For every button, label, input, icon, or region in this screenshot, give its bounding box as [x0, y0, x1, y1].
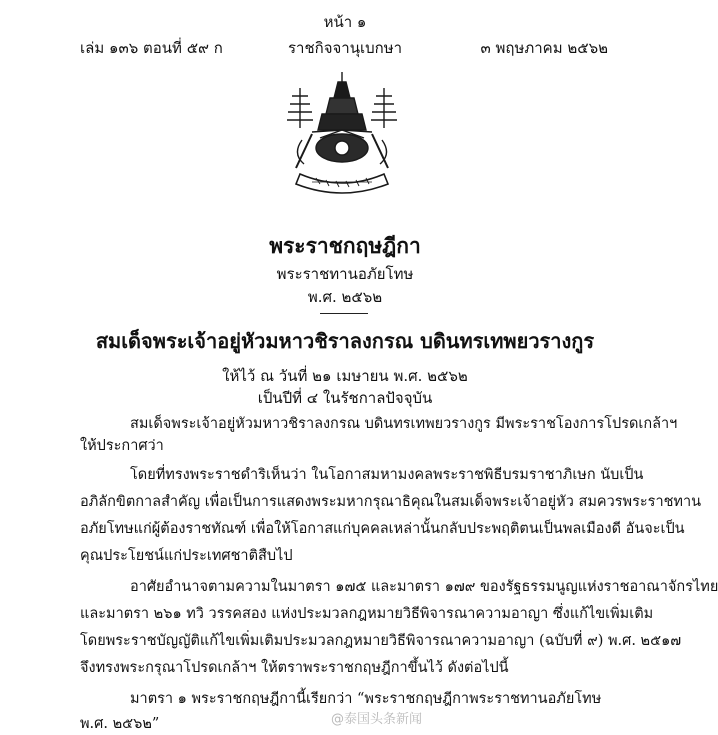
title-divider	[320, 313, 368, 314]
body-line: คุณประโยชน์แก่ประเทศชาติสืบไป	[80, 548, 293, 564]
watermark: @泰国头条新闻	[330, 712, 422, 727]
body-line: จึงทรงพระกรุณาโปรดเกล้าฯ ให้ตราพระราชกฤษฎีกาขึ้นไว้ ดังต่อไปนี้	[80, 660, 509, 676]
king-name: สมเด็จพระเจ้าอยู่หัวมหาวชิราลงกรณ บดินทรเทพยวรางกูร	[95, 329, 595, 353]
body-line: พ.ศ. ๒๕๖๒”	[80, 716, 160, 732]
decree-year: พ.ศ. ๒๕๖๒	[307, 288, 383, 306]
body-line: ให้ประกาศว่า	[80, 438, 164, 454]
garuda-royal-emblem-icon	[272, 68, 412, 208]
reign-year: เป็นปีที่ ๔ ในรัชกาลปัจจุบัน	[257, 389, 433, 407]
body-line: มาตรา ๑ พระราชกฤษฎีกานี้เรียกว่า “พระราชกฤษฎีกาพระราชทานอภัยโทษ	[130, 691, 602, 707]
body-line: อาศัยอำนาจตามความในมาตรา ๑๗๕ และมาตรา ๑๗๙ ของรัฐธรรมนูญแห่งราชอาณาจักรไทย	[130, 579, 718, 595]
page-number: หน้า ๑	[323, 13, 367, 31]
body-line: สมเด็จพระเจ้าอยู่หัวมหาวชิราลงกรณ บดินทรเทพยวรางกูร มีพระราชโองการโปรดเกล้าฯ	[130, 416, 678, 432]
decree-name: พระราชทานอภัยโทษ	[276, 265, 414, 283]
body-line: อภิลักขิตกาลสำคัญ เพื่อเป็นการแสดงพระมหากรุณาธิคุณในสมเด็จพระเจ้าอยู่หัว สมควรพระราชทาน	[80, 494, 702, 510]
decree-type: พระราชกฤษฎีกา	[269, 233, 421, 258]
gazette-date: ๓ พฤษภาคม ๒๕๖๒	[480, 39, 608, 57]
body-line: โดยที่ทรงพระราชดำริเห็นว่า ในโอกาสมหามงคลพระราชพิธีบรมราชาภิเษก นับเป็น	[130, 467, 644, 483]
gazette-name: ราชกิจจานุเบกษา	[287, 39, 403, 57]
given-date: ให้ไว้ ณ วันที่ ๒๑ เมษายน พ.ศ. ๒๕๖๒	[222, 367, 468, 385]
gazette-volume: เล่ม ๑๓๖ ตอนที่ ๕๙ ก	[80, 39, 223, 57]
body-line: โดยพระราชบัญญัติแก้ไขเพิ่มเติมประมวลกฎหมายวิธีพิจารณาความอาญา (ฉบับที่ ๙) พ.ศ. ๒๕๑๗	[80, 633, 682, 649]
body-line: และมาตรา ๒๖๑ ทวิ วรรคสอง แห่งประมวลกฎหมายวิธีพิจารณาความอาญา ซึ่งแก้ไขเพิ่มเติม	[80, 606, 654, 622]
body-line: อภัยโทษแก่ผู้ต้องราชทัณฑ์ เพื่อให้โอกาสแก่บุคคลเหล่านั้นกลับประพฤติตนเป็นพลเมืองดี อันจะเป็น	[80, 521, 685, 537]
